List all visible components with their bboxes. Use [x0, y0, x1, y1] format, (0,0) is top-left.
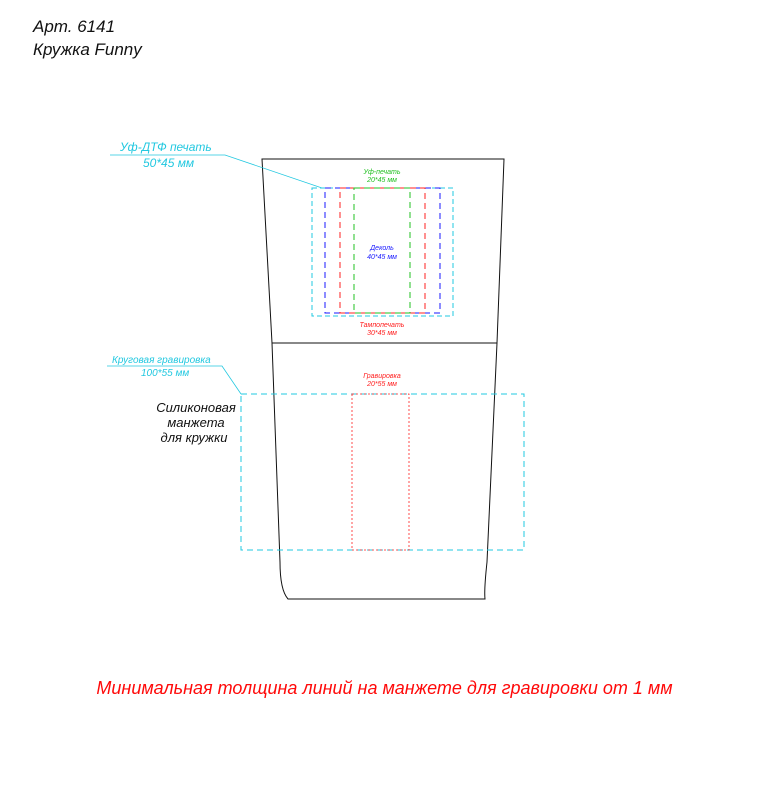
product-name: Кружка Funny — [33, 40, 142, 59]
pad-print-title: Тампопечать — [359, 322, 405, 329]
sleeve-label-line1: Силиконовая — [156, 400, 236, 415]
engraving-size: 20*55 мм — [367, 381, 397, 388]
uv-dtf-leader-line — [110, 155, 322, 188]
uv-dtf-size: 50*45 мм — [143, 156, 195, 170]
engraving-area — [352, 394, 409, 550]
uv-dtf-title: Уф-ДТФ печать — [120, 140, 212, 154]
sleeve-label-line3: для кружки — [160, 430, 228, 445]
circular-engraving-size: 100*55 мм — [141, 368, 190, 379]
decal-size: 40*45 мм — [367, 254, 397, 261]
engraving-title: Гравировка — [363, 373, 401, 380]
circular-engraving-area — [241, 394, 524, 550]
pad-print-size: 30*45 мм — [367, 330, 397, 337]
uv-dtf-print-area — [312, 188, 453, 316]
uv-print-title: Уф-печать — [363, 169, 401, 176]
uv-print-size: 20*45 мм — [367, 177, 397, 184]
decal-title: Деколь — [370, 245, 394, 252]
article-number: Арт. 6141 — [33, 17, 116, 36]
sleeve-label-line2: манжета — [167, 415, 225, 430]
engraving-line-thickness-note: Минимальная толщина линий на манжете для гравировки от 1 мм — [96, 678, 673, 698]
circular-engraving-title: Круговая гравировка — [112, 355, 211, 366]
